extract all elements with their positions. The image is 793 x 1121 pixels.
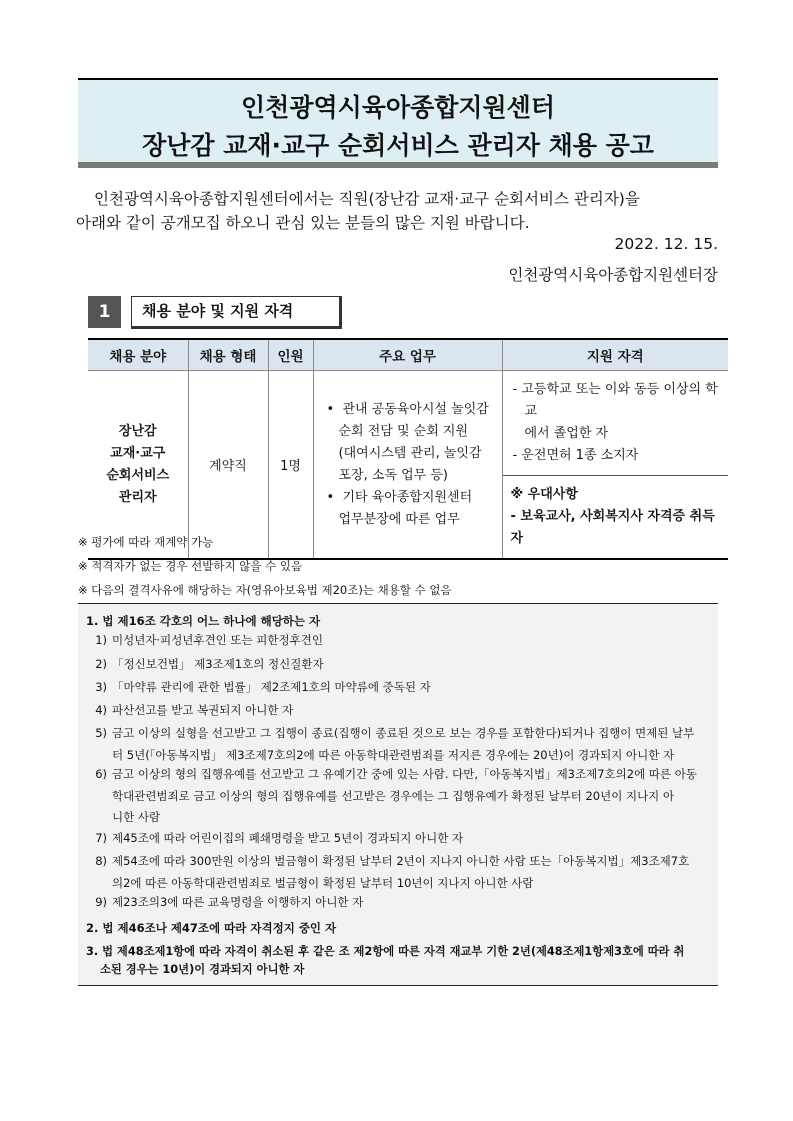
note-item: ※ 적격자가 없는 경우 선발하지 않을 수 있음	[78, 559, 303, 573]
title-underline	[78, 162, 718, 168]
list-item	[90, 851, 710, 894]
duty-text: (대여시스템 관리, 놀잇감	[338, 445, 482, 461]
announcement-signer: 인천광역시육아종합지원센터장	[508, 266, 718, 284]
cell-count: 1명	[268, 371, 313, 560]
item-number: 2)	[95, 657, 107, 671]
cell-type: 계약직	[188, 371, 268, 560]
intro-paragraph-line-1: 인천광역시육아종합지원센터에서는 직원(장난감 교재·교구 순회서비스 관리자)을	[94, 190, 640, 208]
disqualification-heading-2: 2. 법 제46조나 제47조에 따라 자격정지 중인 자	[86, 921, 337, 935]
list-item	[90, 700, 710, 722]
item-text: 학대관련범죄로 금고 이상의 형의 집행유예를 선고받은 경우에는 그 집행유예가 확정된 날부터 20년이 지나지 아	[112, 788, 675, 803]
duty-item	[321, 487, 493, 531]
item-text: 제23조의3에 따른 교육명령을 이행하지 아니한 자	[112, 895, 364, 909]
field-line: 장난감	[118, 423, 157, 439]
preference-text: - 보육교사, 사회복지사 자격증 취득자	[510, 509, 715, 546]
header-duties: 주요 업무	[313, 339, 502, 371]
cell-field	[88, 371, 188, 560]
item-number: 9)	[95, 895, 107, 909]
qualification-item	[511, 379, 723, 445]
bullet-icon: •	[326, 401, 335, 417]
section-number: 1	[88, 296, 121, 328]
duty-text: 관내 공동육아시설 놀잇감	[342, 401, 489, 417]
preference-title: ※ 우대사항	[510, 487, 578, 502]
list-item	[90, 764, 710, 829]
item-number: 4)	[95, 703, 107, 717]
field-line: 순회서비스	[106, 467, 170, 483]
disqualification-heading-3	[86, 943, 684, 981]
qualification-item	[511, 445, 723, 467]
intro-paragraph-line-2: 아래와 같이 공개모집 하오니 관심 있는 분들의 많은 지원 바랍니다.	[76, 214, 530, 232]
title-line-2: 장난감 교재·교구 순회서비스 관리자 채용 공고	[142, 131, 654, 160]
header-count: 인원	[268, 339, 313, 371]
duty-text: 기타 육아종합지원센터	[342, 489, 473, 505]
heading-text: 3. 법 제48조제1항에 따라 자격이 취소된 후 같은 조 제2항에 따른 자격 재교부 기한 2년(제48조제1항제3호에 따라 취	[86, 945, 685, 958]
header-type: 채용 형태	[188, 339, 268, 371]
section-title: 채용 분야 및 지원 자격	[131, 296, 342, 329]
title-line-1: 인천광역시육아종합지원센터	[241, 93, 555, 122]
disqualification-heading-1: 1. 법 제16조 각호의 어느 하나에 해당하는 자	[86, 614, 321, 628]
qualification-text: 에서 졸업한 자	[524, 426, 609, 441]
field-line: 교재·교구	[110, 445, 166, 461]
duty-text: 업무분장에 따른 업무	[338, 511, 460, 527]
header-field: 채용 분야	[88, 339, 188, 371]
preference-block	[503, 476, 729, 558]
qualification-text: - 운전면허 1종 소지자	[512, 448, 639, 463]
list-item	[90, 828, 710, 850]
item-text: 제45조에 따라 어린이집의 폐쇄명령을 받고 5년이 경과되지 아니한 자	[112, 831, 464, 845]
duty-text: 포장, 소독 업무 등)	[338, 467, 449, 483]
table-row	[88, 371, 728, 560]
disqualification-box	[78, 603, 718, 986]
item-number: 7)	[95, 831, 107, 845]
list-item	[90, 723, 710, 766]
cell-duties	[313, 371, 502, 560]
item-text: 「정신보건법」 제3조제1호의 정신질환자	[112, 657, 324, 671]
note-item: ※ 다음의 결격사유에 해당하는 자(영유아보육법 제20조)는 채용할 수 없음	[78, 583, 452, 597]
recruitment-table	[88, 338, 728, 560]
item-number: 5)	[95, 726, 107, 740]
notes-list	[78, 534, 452, 606]
item-text: 「마약류 관리에 관한 법률」 제2조제1호의 마약류에 중독된 자	[112, 680, 431, 694]
list-item	[90, 892, 710, 914]
item-text: 니한 사람	[112, 810, 161, 824]
bullet-icon: •	[326, 489, 335, 505]
heading-text: 소된 경우는 10년)이 경과되지 아니한 자	[100, 963, 305, 976]
list-item	[90, 654, 710, 676]
item-text: 금고 이상의 실형을 선고받고 그 집행이 종료(집행이 종료된 것으로 보는 경우를 포함한다)되거나 집행이 면제된 날부	[112, 726, 695, 740]
qualification-list	[503, 371, 729, 476]
item-text: 미성년자·피성년후견인 또는 피한정후견인	[112, 633, 323, 647]
table-header-row	[88, 339, 728, 371]
field-line: 관리자	[118, 489, 157, 505]
note-item: ※ 평가에 따라 재계약 가능	[78, 535, 214, 549]
duty-text: 순회 전담 및 순회 지원	[338, 423, 469, 439]
list-item	[90, 677, 710, 699]
item-number: 8)	[95, 854, 107, 868]
item-text: 금고 이상의 형의 집행유예를 선고받고 그 유예기간 중에 있는 사람. 다만,「아동복지법」제3조제7호의2에 따른 아동	[112, 767, 697, 781]
item-text: 제54조에 따라 300만원 이상의 벌금형이 확정된 날부터 2년이 지나지 아니한 사람 또는「아동복지법」제3조제7호	[112, 854, 690, 868]
list-item	[90, 630, 710, 652]
item-number: 1)	[95, 633, 107, 647]
duty-item	[321, 399, 493, 487]
cell-qualifications	[502, 371, 728, 560]
item-text: 파산선고를 받고 복권되지 아니한 자	[112, 703, 294, 717]
qualification-text: - 고등학교 또는 이와 동등 이상의 학교	[512, 382, 718, 419]
header-qualifications: 지원 자격	[502, 339, 728, 371]
item-number: 6)	[95, 767, 107, 781]
item-number: 3)	[95, 680, 107, 694]
item-text: 의2에 따른 아동학대관련범죄로 벌금형이 확정된 날부터 10년이 지나지 아니한 사람	[112, 875, 534, 890]
item-text: 터 5년(「아동복지법」 제3조제7호의2에 따른 아동학대관련범죄를 저지른 경우에는 20년)이 경과되지 아니한 자	[112, 747, 675, 762]
announcement-date: 2022. 12. 15.	[614, 235, 718, 253]
title-banner	[78, 78, 718, 164]
